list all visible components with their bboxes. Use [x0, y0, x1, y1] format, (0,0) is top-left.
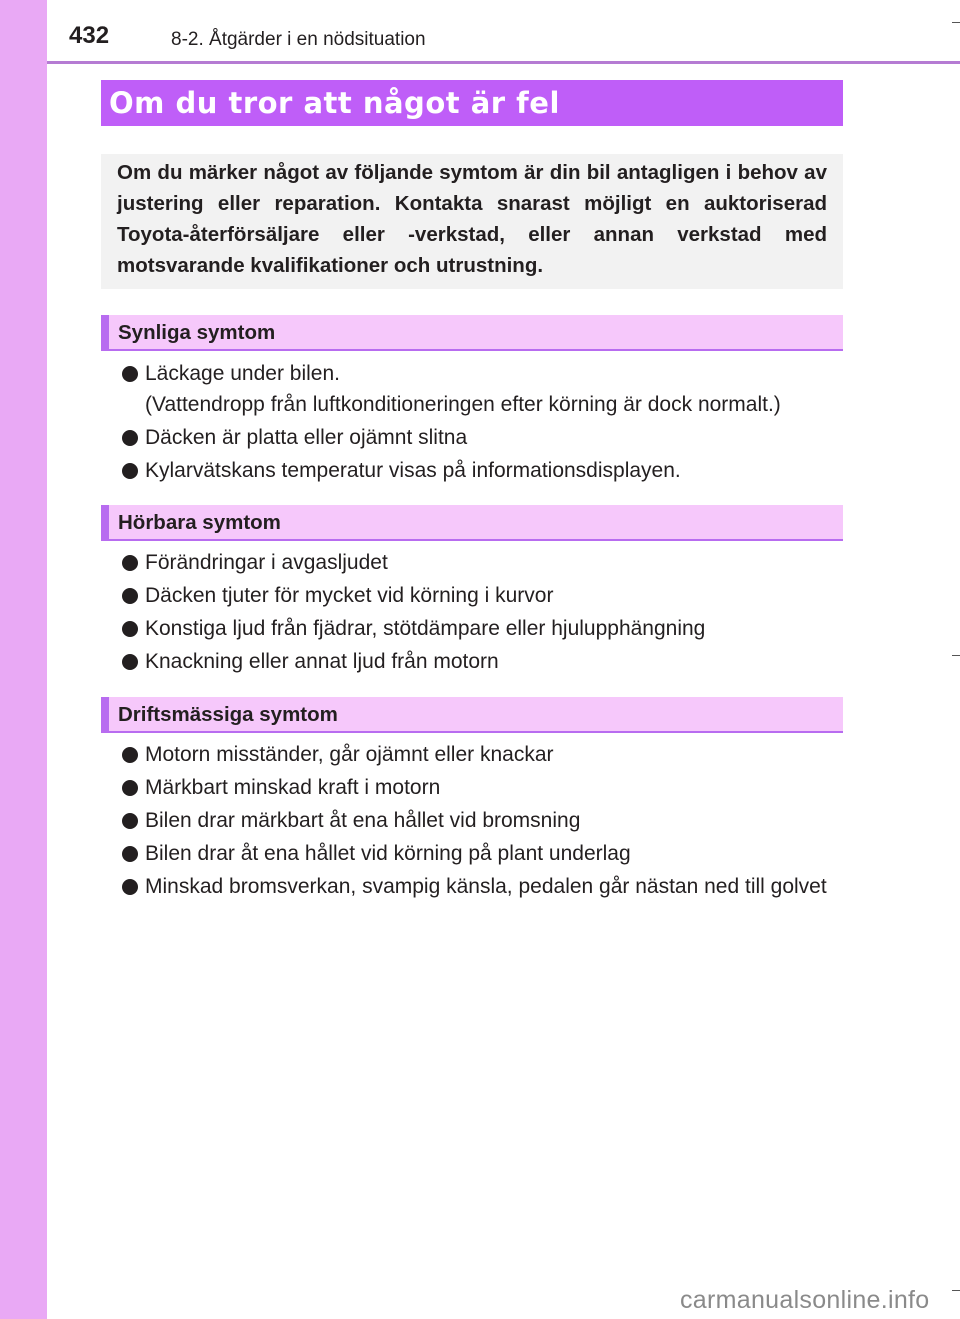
list-item-text: Märkbart minskad kraft i motorn — [145, 776, 441, 799]
bullet-icon — [122, 747, 138, 763]
list-item — [122, 358, 842, 420]
side-color-strip — [0, 0, 47, 1319]
section-header: 8-2. Åtgärder i en nödsituation — [171, 29, 426, 50]
list-item-text: Motorn misständer, går ojämnt eller knackar — [145, 743, 554, 766]
symptom-list-visible — [122, 358, 842, 488]
list-item — [122, 646, 842, 677]
list-item-text: Bilen drar märkbart åt ena hållet vid bromsning — [145, 809, 581, 832]
header-divider — [47, 61, 960, 64]
list-item-text: Kylarvätskans temperatur visas på informationsdisplayen. — [145, 459, 681, 482]
bullet-icon — [122, 879, 138, 895]
symptom-list-operational — [122, 739, 842, 904]
list-item-text: Konstiga ljud från fjädrar, stötdämpare eller hjulupphängning — [145, 617, 706, 640]
section-heading-text: Driftsmässiga symtom — [118, 703, 338, 726]
list-item-note: (Vattendropp från luftkonditioneringen efter körning är dock normalt.) — [145, 393, 781, 416]
section-heading-audible — [101, 505, 843, 541]
bullet-icon — [122, 555, 138, 571]
bullet-icon — [122, 430, 138, 446]
section-heading-text: Synliga symtom — [118, 321, 276, 344]
list-item — [122, 547, 842, 578]
list-item — [122, 838, 842, 869]
section-heading-text: Hörbara symtom — [118, 511, 281, 534]
list-item — [122, 739, 842, 770]
section-heading-visible — [101, 315, 843, 351]
list-item-text: Läckage under bilen. — [145, 362, 340, 385]
bullet-icon — [122, 621, 138, 637]
symptom-list-audible — [122, 547, 842, 679]
bullet-icon — [122, 846, 138, 862]
bullet-icon — [122, 588, 138, 604]
page-title: Om du tror att något är fel — [109, 86, 560, 120]
list-item — [122, 772, 842, 803]
list-item — [122, 805, 842, 836]
intro-box — [101, 154, 843, 289]
bullet-icon — [122, 366, 138, 382]
page-title-bar — [101, 80, 843, 126]
list-item — [122, 613, 842, 644]
crop-mark — [952, 1290, 960, 1291]
list-item — [122, 455, 842, 486]
crop-mark — [952, 22, 960, 23]
page-number: 432 — [69, 22, 110, 49]
list-item-text: Knackning eller annat ljud från motorn — [145, 650, 499, 673]
list-item — [122, 580, 842, 611]
list-item — [122, 422, 842, 453]
list-item — [122, 871, 842, 902]
list-item-text: Däcken tjuter för mycket vid körning i kurvor — [145, 584, 554, 607]
bullet-icon — [122, 813, 138, 829]
intro-text: Om du märker något av följande symtom är din bil antagligen i behov av justering eller reparation. Kontakta snarast möjligt en auktoriserad Toyota-återförsäljare eller -verkstad, eller annan verkstad med motsvarande kvalifikationer och utrustning. — [117, 161, 827, 277]
list-item-text: Bilen drar åt ena hållet vid körning på plant underlag — [145, 842, 631, 865]
list-item-text: Däcken är platta eller ojämnt slitna — [145, 426, 468, 449]
crop-mark — [952, 655, 960, 656]
bullet-icon — [122, 780, 138, 796]
watermark: carmanualsonline.info — [680, 1286, 930, 1314]
bullet-icon — [122, 463, 138, 479]
list-item-text: Förändringar i avgasljudet — [145, 551, 388, 574]
section-heading-operational — [101, 697, 843, 733]
list-item-text: Minskad bromsverkan, svampig känsla, pedalen går nästan ned till golvet — [145, 875, 827, 898]
bullet-icon — [122, 654, 138, 670]
